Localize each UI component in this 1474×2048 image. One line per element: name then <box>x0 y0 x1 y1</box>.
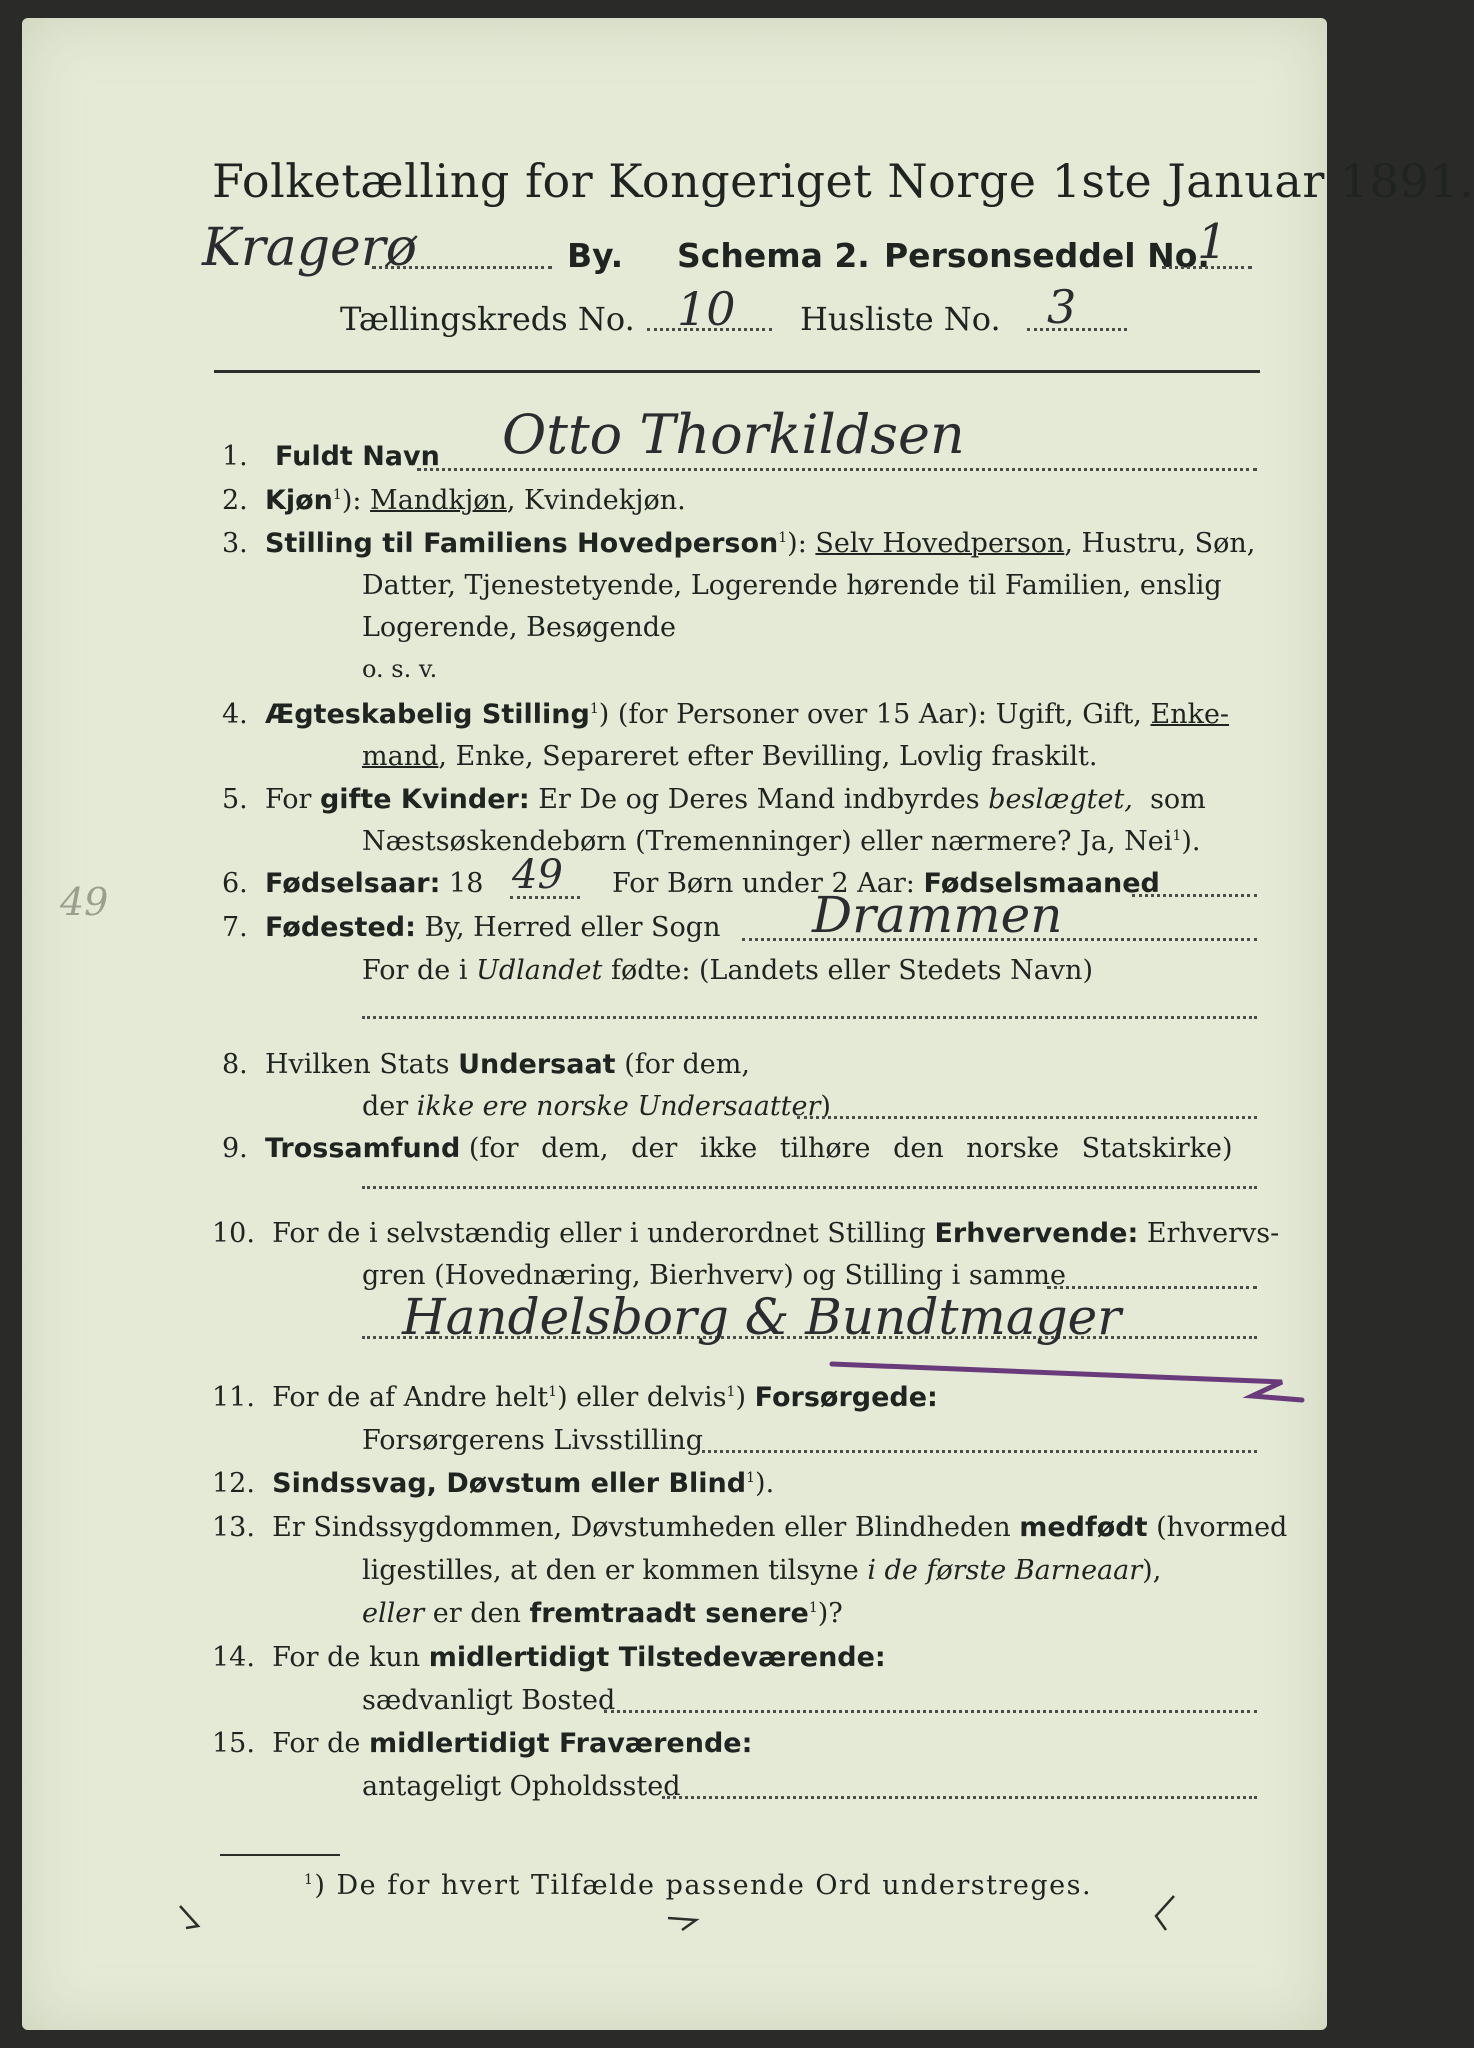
item-8-label: Undersaat <box>458 1049 616 1080</box>
item-12-sup: 1 <box>746 1470 756 1486</box>
margin-note-pencil: 49 <box>60 880 109 924</box>
item-13-line-2 <box>362 1555 1161 1586</box>
footnote-sup: 1 <box>304 1872 315 1888</box>
husliste-value-handwritten: 3 <box>1047 280 1077 334</box>
item-13-line-3-end: )? <box>817 1598 843 1629</box>
item-10-line-1-end: Erhvervs- <box>1146 1218 1280 1249</box>
item-15-pre: For de <box>272 1728 361 1759</box>
schema-label: Schema 2. <box>677 236 870 275</box>
item-10-pre: For de i selvstændig eller i underordnet Stilling <box>272 1218 926 1249</box>
item-6-label: Fødselsaar: <box>264 868 441 899</box>
item-14-number: 14. <box>212 1642 255 1673</box>
item-6-label-2: Fødselsmaaned <box>923 868 1160 899</box>
item-13-line-1 <box>212 1512 1287 1543</box>
item-3-sup: 1 <box>778 530 788 546</box>
item-4-line-2-rest: , Enke, Separeret efter Bevilling, Lovlig fraskilt. <box>438 741 1098 772</box>
item-9-number: 9. <box>222 1133 248 1164</box>
item-8-line-2-end: ) <box>820 1091 831 1122</box>
footnote-text: ) De for hvert Tilfælde passende Ord understreges. <box>314 1870 1093 1901</box>
item-5-pre: For <box>264 784 312 815</box>
item-2-rest-post: , Kvindekjøn. <box>506 485 686 516</box>
item-13-label-2: fremtraadt senere <box>529 1598 809 1629</box>
item-4-number: 4. <box>222 699 248 730</box>
item-8-line-2 <box>362 1091 831 1122</box>
item-14-line-1 <box>212 1642 886 1673</box>
item-1-label: Fuldt Navn <box>275 441 440 472</box>
item-11-pre: For de af Andre helt <box>272 1382 549 1413</box>
item-11-end: ) <box>735 1382 747 1413</box>
personseddel-value-handwritten: 1 <box>1197 214 1228 270</box>
item-11-line-1 <box>212 1382 938 1413</box>
item-7-number: 7. <box>222 912 248 943</box>
item-11-number: 11. <box>212 1382 255 1413</box>
item-8-number: 8. <box>222 1049 248 1080</box>
item-4-sup: 1 <box>589 701 599 717</box>
item-13-line-3-mid: er den <box>432 1598 521 1629</box>
item-7-line-1 <box>222 912 720 943</box>
item-1-number: 1. <box>222 441 248 472</box>
husliste-dotted-line <box>1027 328 1127 331</box>
item-2-rest-pre: ): <box>341 485 362 516</box>
item-3-line-1 <box>222 528 1255 559</box>
item-5-line-2-text: Næstsøskendebørn (Tremenninger) eller nærmere? Ja, Nei <box>362 826 1173 857</box>
item-7-line-1-rest: By, Herred eller Sogn <box>424 912 721 943</box>
item-13-line-3-italic: eller <box>362 1598 425 1629</box>
item-5-label: gifte Kvinder: <box>319 784 530 815</box>
item-4-label: Ægteskabelig Stilling <box>264 699 590 730</box>
item-5-sup: 1 <box>1172 828 1182 844</box>
by-label: By. <box>567 236 624 275</box>
item-3-line-3: Logerende, Besøgende <box>362 612 676 643</box>
kreds-label: Tællingskreds No. <box>340 300 635 338</box>
item-10-line-1 <box>212 1218 1279 1249</box>
item-4-option-enkemand-a: Enke- <box>1150 699 1230 730</box>
item-2-label: Kjøn <box>264 485 333 516</box>
item-13-line-1-end: (hvormed <box>1156 1512 1288 1543</box>
item-6-prefix: 18 <box>449 868 484 899</box>
item-13-pre: Er Sindssygdommen, Døvstumheden eller Blindheden <box>272 1512 1011 1543</box>
item-11-line-2: Forsørgerens Livsstilling <box>362 1425 704 1456</box>
item-8-dotted-line <box>797 1116 1257 1119</box>
item-7-line-2 <box>362 955 1093 986</box>
item-10-number: 10. <box>212 1218 255 1249</box>
item-5-mid: Er De og Deres Mand indbyrdes <box>538 784 980 815</box>
item-6-dotted-line <box>510 896 580 899</box>
item-1-dotted-line <box>417 468 1257 471</box>
item-7-line-3-dotted <box>362 1016 1257 1019</box>
item-2-sup: 1 <box>332 487 342 503</box>
item-11-sup: 1 <box>548 1384 558 1400</box>
form-title: Folketælling for Kongeriget Norge 1ste Januar 1891. <box>212 154 1474 208</box>
item-3-colon: ): <box>787 528 807 559</box>
item-8-line-1 <box>222 1049 750 1080</box>
item-7-udlandet: Udlandet <box>476 955 603 986</box>
item-8-line-1-rest: (for dem, <box>624 1049 750 1080</box>
item-10-line-2: gren (Hovednæring, Bierhverv) og Stilling i samme <box>362 1260 1067 1291</box>
item-11-dotted-line <box>702 1450 1257 1453</box>
item-8-line-2-italic: ikke ere norske Undersaatter <box>416 1091 821 1122</box>
item-14-dotted-line <box>604 1710 1257 1713</box>
item-13-label: medfødt <box>1019 1512 1148 1543</box>
item-3-line-1-rest: , Hustru, Søn, <box>1064 528 1256 559</box>
corner-mark-left <box>172 1898 212 1938</box>
item-11-label: Forsørgede: <box>754 1382 938 1413</box>
item-11-sup-2: 1 <box>726 1384 736 1400</box>
item-7-line-2-rest: fødte: (Landets eller Stedets Navn) <box>610 955 1093 986</box>
item-4-line-2 <box>362 741 1097 772</box>
item-15-number: 15. <box>212 1728 255 1759</box>
item-6-maaned-dotted-line <box>1132 894 1257 897</box>
item-2-option-mandkjon: Mandkjøn <box>370 485 507 516</box>
item-5-som: som <box>1150 784 1206 815</box>
item-15-line-1 <box>212 1728 752 1759</box>
by-dotted-line <box>372 266 552 269</box>
item-9-line-1-rest: (for dem, der ikke tilhøre den norske Statskirke) <box>468 1133 1233 1164</box>
item-1-value-handwritten: Otto Thorkildsen <box>502 403 965 466</box>
item-8-pre: Hvilken Stats <box>264 1049 450 1080</box>
item-14-label: midlertidigt Tilstedeværende: <box>428 1642 886 1673</box>
item-11-mid: ) eller delvis <box>557 1382 727 1413</box>
item-13-sup: 1 <box>808 1600 818 1616</box>
item-5-beslaegtet: beslægtet, <box>988 784 1133 815</box>
item-5-end: ). <box>1181 826 1201 857</box>
item-6-value-handwritten: 49 <box>512 852 563 898</box>
item-3-label: Stilling til Familiens Hovedperson <box>264 528 779 559</box>
item-7-label: Fødested: <box>264 912 416 943</box>
item-14-pre: For de kun <box>272 1642 421 1673</box>
corner-mark-right <box>1142 1890 1182 1940</box>
item-13-line-2-italic: i de første Barneaar <box>867 1555 1143 1586</box>
item-5-line-1 <box>222 784 1206 815</box>
item-15-line-2: antageligt Opholdssted <box>362 1771 681 1802</box>
item-3-number: 3. <box>222 528 248 559</box>
item-2-number: 2. <box>222 485 248 516</box>
item-10-label: Erhvervende: <box>934 1218 1139 1249</box>
item-6-number: 6. <box>222 868 248 899</box>
personseddel-dotted-line <box>1162 266 1252 269</box>
footnote <box>304 1870 1092 1901</box>
item-2-line <box>222 485 686 516</box>
item-12-line <box>212 1468 774 1499</box>
item-3-line-4: o. s. v. <box>362 655 438 683</box>
item-5-number: 5. <box>222 784 248 815</box>
item-12-end: ). <box>755 1468 775 1499</box>
item-3-option-selv-hovedperson: Selv Hovedperson <box>815 528 1065 559</box>
item-4-line-1-rest: ) (for Personer over 15 Aar): Ugift, Gift, <box>598 699 1142 730</box>
item-10-value-handwritten: Handelsborg & Bundtmager <box>402 1288 1122 1346</box>
kreds-dotted-line <box>647 328 772 331</box>
item-9-label: Trossamfund <box>264 1133 461 1164</box>
header-rule <box>214 370 1260 373</box>
item-9-line-1 <box>222 1133 1233 1164</box>
item-13-number: 13. <box>212 1512 255 1543</box>
footnote-rule <box>220 1854 340 1856</box>
item-13-line-2-end: ), <box>1142 1555 1162 1586</box>
census-form-page <box>22 18 1474 2030</box>
personseddel-label: Personseddel No. <box>884 236 1210 275</box>
item-15-label: midlertidigt Fraværende: <box>368 1728 753 1759</box>
item-4-option-enkemand-b: mand <box>362 741 439 772</box>
item-13-line-2-pre: ligestilles, at den er kommen tilsyne <box>362 1555 859 1586</box>
item-9-dotted-line <box>362 1186 1257 1189</box>
kreds-value-handwritten: 10 <box>677 282 736 336</box>
item-8-line-2-pre: der <box>362 1091 409 1122</box>
item-7-line-2-pre: For de i <box>362 955 468 986</box>
husliste-label: Husliste No. <box>800 300 1001 338</box>
item-3-line-2: Datter, Tjenestetyende, Logerende hørende til Familien, enslig <box>362 570 1222 601</box>
item-5-line-2 <box>362 826 1200 857</box>
item-12-number: 12. <box>212 1468 255 1499</box>
item-6-mid-text: For Børn under 2 Aar: <box>612 868 915 899</box>
item-7-value-handwritten: Drammen <box>812 886 1063 944</box>
item-12-label: Sindssvag, Døvstum eller Blind <box>272 1468 747 1499</box>
item-15-dotted-line <box>662 1796 1257 1799</box>
item-6-line <box>222 868 483 899</box>
item-14-line-2: sædvanligt Bosted <box>362 1685 616 1716</box>
by-value-handwritten: Kragerø <box>202 218 417 278</box>
item-13-line-3 <box>362 1598 843 1629</box>
corner-mark-center <box>662 1908 702 1938</box>
item-4-line-1 <box>222 699 1229 730</box>
